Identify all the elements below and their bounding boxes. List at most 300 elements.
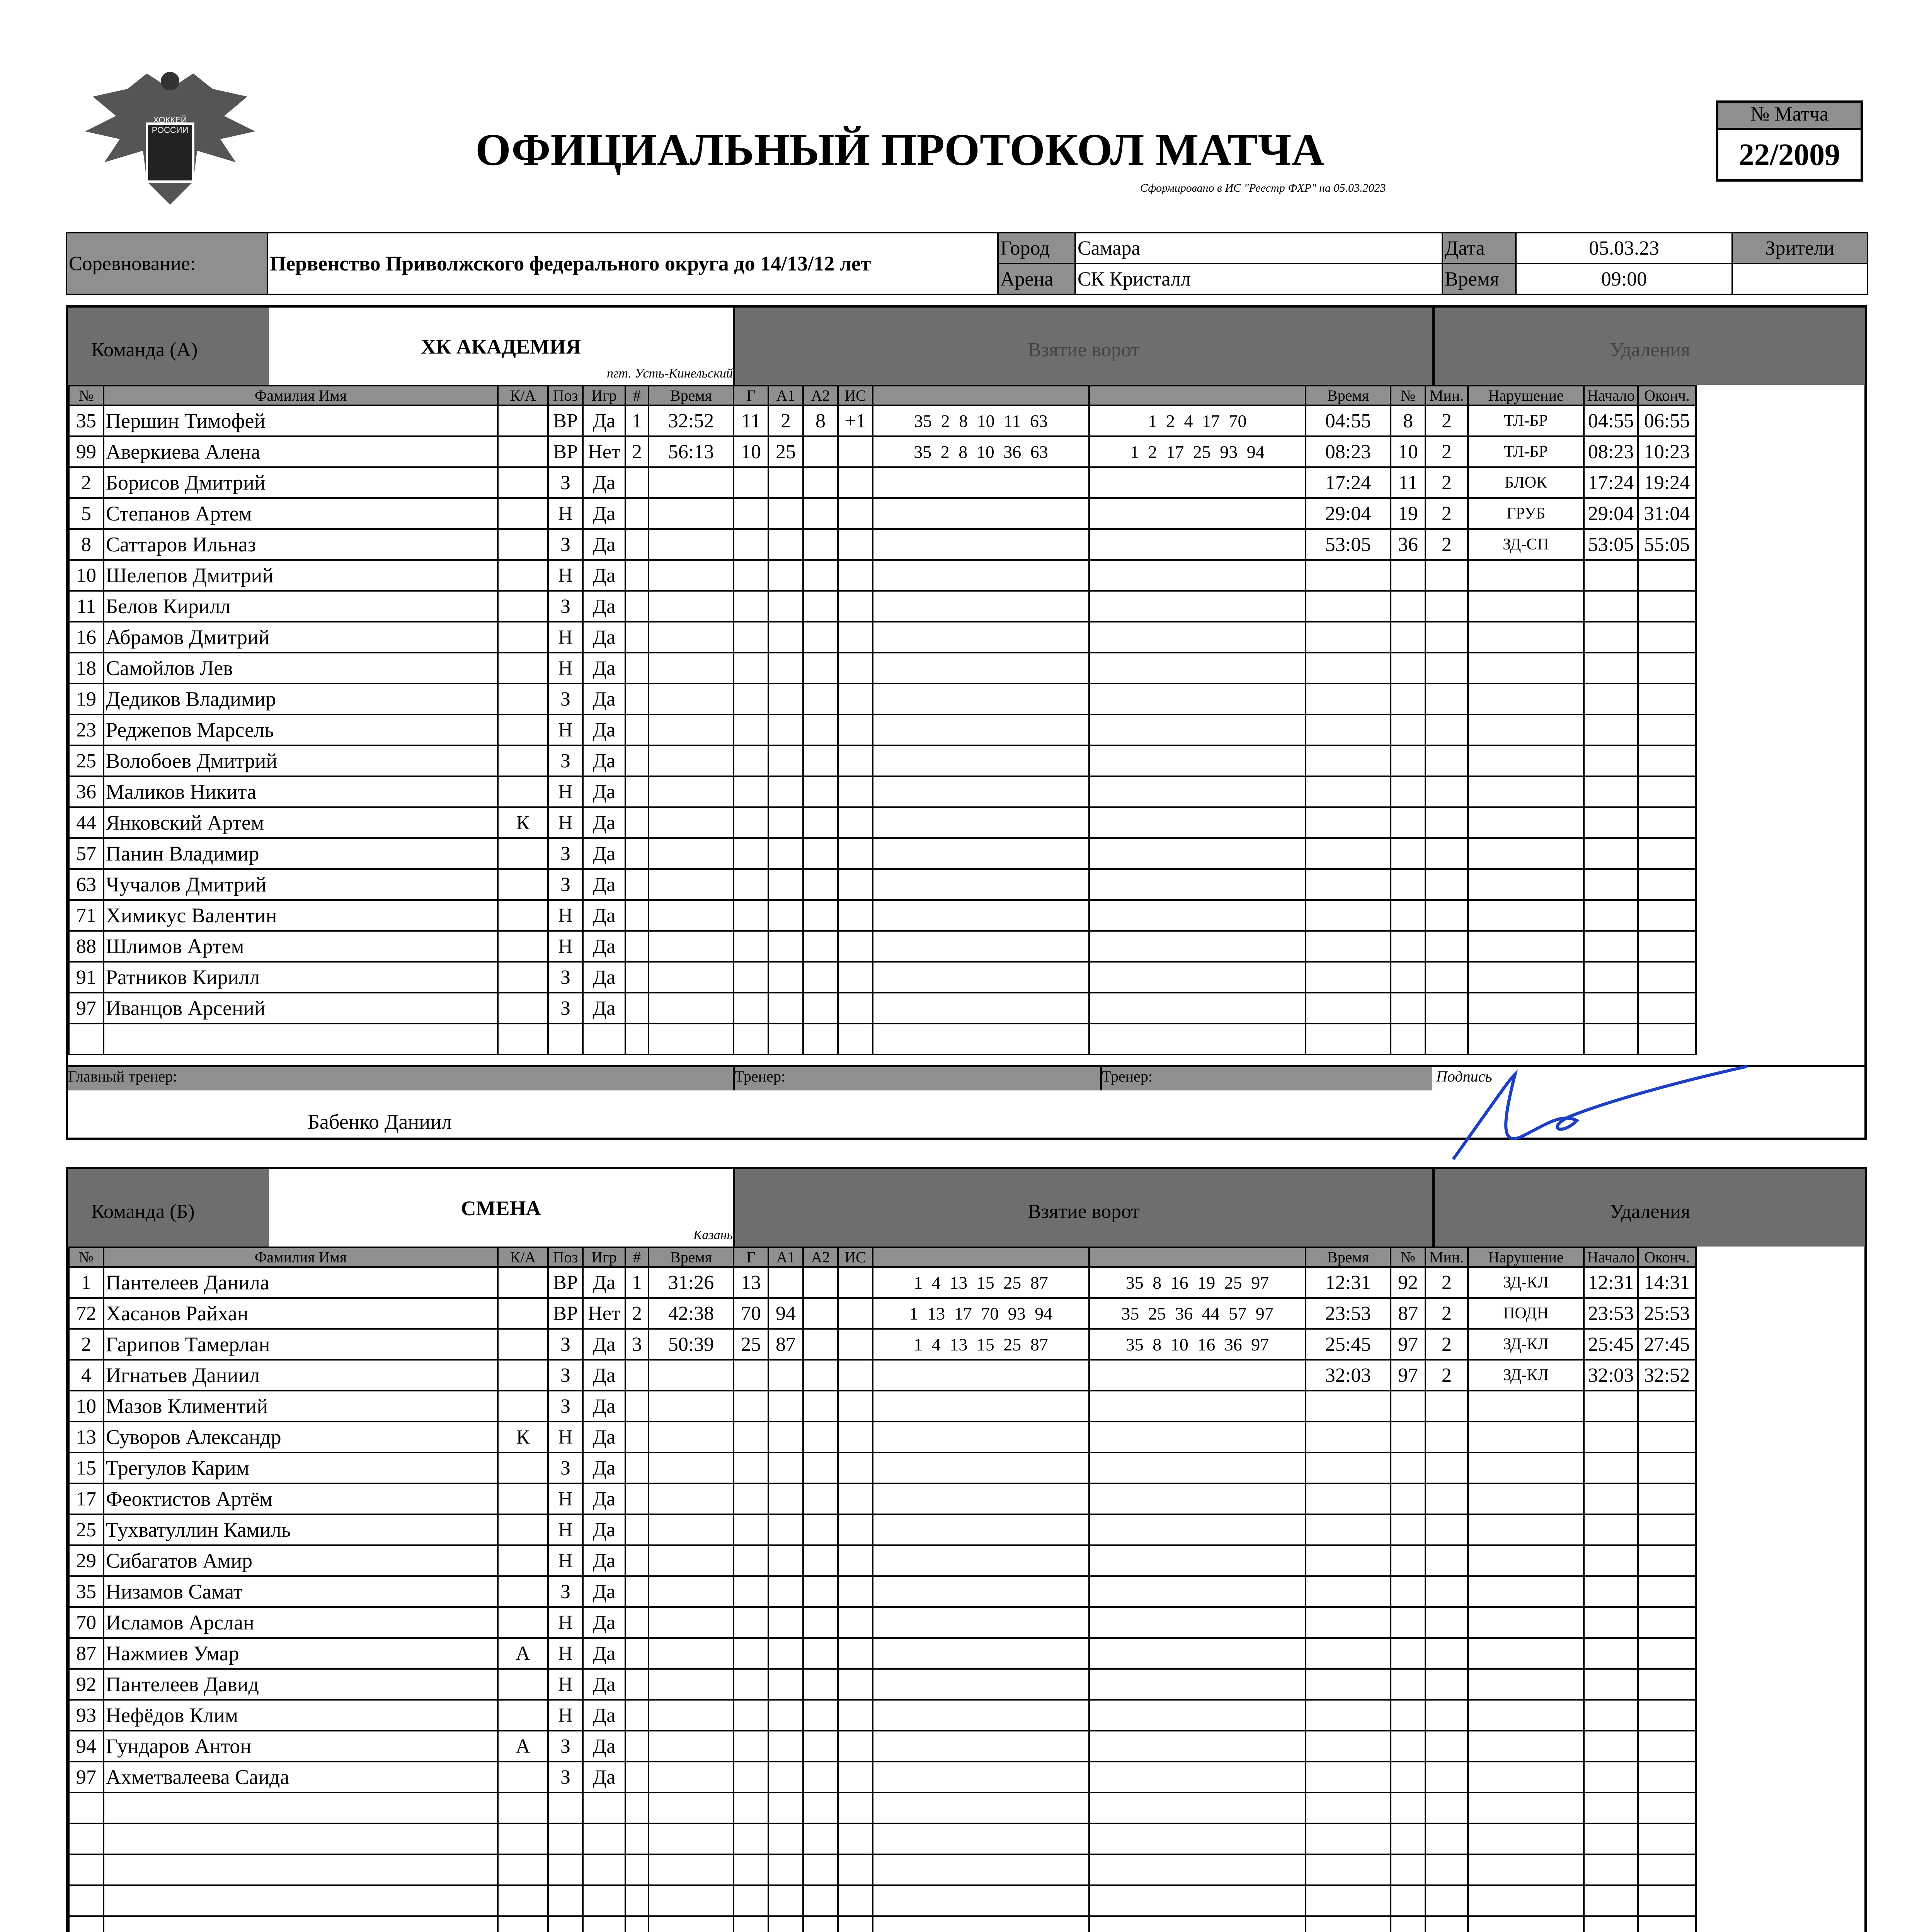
goal-assist2: [803, 714, 838, 745]
penalty-infraction: [1468, 1731, 1584, 1762]
team-b-label: Команда (Б): [91, 1201, 195, 1223]
player-role: [498, 1576, 548, 1607]
player-number: 44: [69, 807, 104, 838]
goal-onice-own: [873, 869, 1089, 900]
penalty-start: [1584, 622, 1638, 653]
player-played: Да: [583, 467, 625, 498]
penalty-end: 31:04: [1638, 498, 1696, 529]
penalty-end: [1638, 560, 1696, 591]
penalty-minutes: [1425, 1793, 1468, 1823]
player-number: 97: [69, 993, 104, 1024]
goal-number: [625, 745, 649, 776]
page-subtitle: Сформировано в ИС "Реестр ФХР" на 05.03.2023: [1140, 182, 1386, 194]
goal-situation: [838, 1360, 873, 1391]
player-number: 97: [69, 1762, 104, 1793]
player-position: З: [548, 1731, 583, 1762]
player-row: [69, 1483, 1696, 1514]
goal-assist2: [803, 1329, 838, 1360]
goal-time: 32:52: [649, 405, 734, 436]
city-label: Город: [998, 233, 1075, 264]
penalty-end: [1638, 1576, 1696, 1607]
penalty-start: [1584, 1885, 1638, 1916]
penalty-end: [1638, 962, 1696, 993]
penalty-start: [1584, 1700, 1638, 1731]
goal-onice-opp: 35 8 10 16 36 97: [1089, 1329, 1306, 1360]
player-role: [498, 1298, 548, 1329]
player-role: [498, 714, 548, 745]
player-played: Да: [583, 529, 625, 560]
penalty-infraction: [1468, 838, 1584, 869]
penalty-player: [1391, 962, 1425, 993]
player-row: [69, 1360, 1696, 1391]
player-role: [498, 1762, 548, 1793]
goal-onice-opp: [1089, 838, 1306, 869]
goal-number: [625, 1483, 649, 1514]
player-number: [69, 1916, 104, 1932]
goal-onice-opp: [1089, 529, 1306, 560]
col-header-ptime: Время: [1306, 1247, 1391, 1267]
goal-assist2: [803, 1360, 838, 1391]
goal-assist1: [768, 1700, 803, 1731]
penalty-end: [1638, 1762, 1696, 1793]
penalty-minutes: [1425, 1607, 1468, 1638]
penalty-end: [1638, 1607, 1696, 1638]
goal-time: [649, 931, 734, 962]
player-played: [583, 1823, 625, 1854]
goal-assist2: [803, 1793, 838, 1823]
goal-assist2: [803, 1483, 838, 1514]
penalty-start: 12:31: [1584, 1267, 1638, 1298]
goal-situation: [838, 1885, 873, 1916]
col-header-no: №: [69, 386, 104, 405]
penalty-start: [1584, 869, 1638, 900]
goal-assist2: [803, 1916, 838, 1932]
goal-situation: [838, 1576, 873, 1607]
penalty-minutes: 2: [1425, 529, 1468, 560]
penalty-time: 04:55: [1306, 405, 1391, 436]
penalty-start: [1584, 1823, 1638, 1854]
goal-number: 3: [625, 1329, 649, 1360]
goal-assist2: [803, 1298, 838, 1329]
player-row: [69, 745, 1696, 776]
player-played: Да: [583, 1762, 625, 1793]
penalty-minutes: [1425, 900, 1468, 931]
goal-situation: [838, 622, 873, 653]
player-position: З: [548, 1762, 583, 1793]
goal-onice-own: [873, 1823, 1089, 1854]
penalty-minutes: [1425, 1391, 1468, 1422]
player-position: З: [548, 467, 583, 498]
penalty-infraction: [1468, 560, 1584, 591]
competition-name: Первенство Приволжского федерального округа до 14/13/12 лет: [267, 233, 998, 294]
penalty-time: [1306, 745, 1391, 776]
goal-time: [649, 560, 734, 591]
goal-assist2: [803, 653, 838, 684]
team-b-name: СМЕНА: [461, 1197, 541, 1220]
penalty-minutes: [1425, 931, 1468, 962]
goal-onice-opp: [1089, 1024, 1306, 1054]
penalty-player: [1391, 1545, 1425, 1576]
player-row: [69, 714, 1696, 745]
penalty-infraction: [1468, 931, 1584, 962]
player-name: Хасанов Райхан: [104, 1298, 498, 1329]
penalty-start: [1584, 591, 1638, 622]
penalty-end: [1638, 776, 1696, 807]
goal-onice-own: [873, 1700, 1089, 1731]
player-name: Тухватуллин Камиль: [104, 1514, 498, 1545]
player-position: Н: [548, 1483, 583, 1514]
penalty-player: 92: [1391, 1267, 1425, 1298]
goal-scorer: [734, 776, 768, 807]
player-number: 35: [69, 1576, 104, 1607]
player-number: [69, 1793, 104, 1823]
team-b-pens-title: Удаления: [1609, 1201, 1691, 1223]
goal-onice-own: [873, 714, 1089, 745]
penalty-player: [1391, 776, 1425, 807]
player-row: [69, 560, 1696, 591]
col-header-pos: Поз: [548, 386, 583, 405]
goal-onice-opp: [1089, 931, 1306, 962]
player-position: ВР: [548, 436, 583, 467]
penalty-time: [1306, 684, 1391, 714]
date-label: Дата: [1442, 233, 1516, 264]
goal-onice-opp: [1089, 869, 1306, 900]
goal-assist1: [768, 714, 803, 745]
player-row: [69, 405, 1696, 436]
player-row: [69, 1267, 1696, 1298]
player-role: [498, 1329, 548, 1360]
goal-number: [625, 1823, 649, 1854]
player-played: Да: [583, 869, 625, 900]
penalty-infraction: ЗД-КЛ: [1468, 1329, 1584, 1360]
goal-scorer: 13: [734, 1267, 768, 1298]
player-played: Да: [583, 1669, 625, 1700]
player-position: З: [548, 684, 583, 714]
team-a-name-box: [269, 308, 733, 385]
goal-situation: [838, 1483, 873, 1514]
player-row: [69, 1298, 1696, 1329]
goal-situation: [838, 1267, 873, 1298]
penalty-player: [1391, 1391, 1425, 1422]
goal-number: [625, 869, 649, 900]
goal-situation: [838, 467, 873, 498]
player-played: Да: [583, 560, 625, 591]
player-row: [69, 838, 1696, 869]
player-row: [69, 1607, 1696, 1638]
penalty-time: 17:24: [1306, 467, 1391, 498]
player-number: [69, 1024, 104, 1054]
goal-assist2: [803, 1885, 838, 1916]
goal-assist1: [768, 1607, 803, 1638]
goal-onice-own: [873, 1391, 1089, 1422]
player-played: [583, 1024, 625, 1054]
goal-assist1: 2: [768, 405, 803, 436]
penalty-player: [1391, 900, 1425, 931]
goal-situation: [838, 1823, 873, 1854]
goal-situation: [838, 1916, 873, 1932]
player-number: [69, 1854, 104, 1885]
goal-assist1: [768, 653, 803, 684]
penalty-infraction: [1468, 591, 1584, 622]
player-name: Игнатьев Даниил: [104, 1360, 498, 1391]
penalty-player: 19: [1391, 498, 1425, 529]
penalty-player: [1391, 1576, 1425, 1607]
player-position: З: [548, 838, 583, 869]
player-row: [69, 684, 1696, 714]
player-name: Феоктистов Артём: [104, 1483, 498, 1514]
goal-onice-own: 35 2 8 10 36 63: [873, 436, 1089, 467]
goal-scorer: [734, 1823, 768, 1854]
penalty-player: [1391, 1638, 1425, 1669]
player-number: 4: [69, 1360, 104, 1391]
penalty-time: [1306, 1638, 1391, 1669]
player-row: [69, 1576, 1696, 1607]
player-position: ВР: [548, 1267, 583, 1298]
goal-time: [649, 1607, 734, 1638]
player-position: З: [548, 529, 583, 560]
goal-situation: [838, 1329, 873, 1360]
player-played: Да: [583, 1514, 625, 1545]
col-header-pnum: №: [1391, 1247, 1425, 1267]
player-role: [498, 745, 548, 776]
goal-situation: [838, 838, 873, 869]
player-position: [548, 1823, 583, 1854]
penalty-start: [1584, 1638, 1638, 1669]
goal-onice-own: [873, 900, 1089, 931]
team-a-city: пгт. Усть-Кинельский: [607, 366, 733, 381]
penalty-player: [1391, 622, 1425, 653]
goal-onice-opp: [1089, 900, 1306, 931]
penalty-end: [1638, 1669, 1696, 1700]
team-a-goals-title: Взятие ворот: [1027, 339, 1140, 361]
penalty-start: 32:03: [1584, 1360, 1638, 1391]
player-name: Аверкиева Алена: [104, 436, 498, 467]
team-b-header-left: [68, 1169, 269, 1247]
goal-assist2: [803, 1024, 838, 1054]
penalty-minutes: [1425, 993, 1468, 1024]
goal-time: 42:38: [649, 1298, 734, 1329]
player-position: З: [548, 993, 583, 1024]
goal-assist2: [803, 1607, 838, 1638]
player-name: Гарипов Тамерлан: [104, 1329, 498, 1360]
player-number: 2: [69, 467, 104, 498]
team-a-sign-label: Подпись: [1436, 1068, 1492, 1085]
player-name: Самойлов Лев: [104, 653, 498, 684]
player-played: Да: [583, 1360, 625, 1391]
player-played: Да: [583, 962, 625, 993]
player-name: Нажмиев Умар: [104, 1638, 498, 1669]
penalty-start: [1584, 1514, 1638, 1545]
penalty-end: [1638, 622, 1696, 653]
goal-scorer: [734, 1024, 768, 1054]
goal-number: [625, 714, 649, 745]
penalty-infraction: [1468, 900, 1584, 931]
penalty-end: [1638, 591, 1696, 622]
player-position: ВР: [548, 1298, 583, 1329]
goal-situation: [838, 653, 873, 684]
match-number-label: № Матча: [1718, 103, 1861, 130]
penalty-infraction: [1468, 776, 1584, 807]
player-played: Да: [583, 1731, 625, 1762]
goal-time: [649, 1514, 734, 1545]
goal-assist1: [768, 745, 803, 776]
goal-assist2: [803, 560, 838, 591]
player-role: [498, 1700, 548, 1731]
player-name: [104, 1854, 498, 1885]
player-played: Да: [583, 745, 625, 776]
player-name: Абрамов Дмитрий: [104, 622, 498, 653]
goal-number: [625, 1452, 649, 1483]
page-title: ОФИЦИАЛЬНЫЙ ПРОТОКОЛ МАТЧА: [475, 124, 1325, 175]
goal-time: [649, 1391, 734, 1422]
penalty-time: [1306, 560, 1391, 591]
goal-situation: [838, 1638, 873, 1669]
goal-onice-opp: [1089, 622, 1306, 653]
player-row: [69, 1762, 1696, 1793]
player-role: [498, 1669, 548, 1700]
goal-onice-own: [873, 467, 1089, 498]
penalty-infraction: ТЛ-БР: [1468, 405, 1584, 436]
penalty-infraction: [1468, 1854, 1584, 1885]
col-header-name: Фамилия Имя: [104, 386, 498, 405]
penalty-time: 23:53: [1306, 1298, 1391, 1329]
goal-time: [649, 653, 734, 684]
goal-onice-opp: [1089, 1885, 1306, 1916]
goal-number: [625, 1024, 649, 1054]
team-b-goals-header: [733, 1169, 1432, 1247]
info-table: [66, 232, 1868, 295]
penalty-end: [1638, 993, 1696, 1024]
penalty-infraction: ЗД-КЛ: [1468, 1267, 1584, 1298]
penalty-player: [1391, 807, 1425, 838]
goal-time: 50:39: [649, 1329, 734, 1360]
goal-time: [649, 869, 734, 900]
player-number: 17: [69, 1483, 104, 1514]
col-header-pmin: Мин.: [1425, 386, 1468, 405]
penalty-player: [1391, 1422, 1425, 1452]
match-number: 22/2009: [1738, 138, 1840, 172]
penalty-minutes: 2: [1425, 436, 1468, 467]
player-row: [69, 962, 1696, 993]
penalty-time: 32:03: [1306, 1360, 1391, 1391]
goal-assist1: [768, 498, 803, 529]
goal-onice-own: [873, 622, 1089, 653]
col-header-is: ИС: [838, 1247, 873, 1267]
penalty-minutes: [1425, 1916, 1468, 1932]
penalty-minutes: 2: [1425, 1329, 1468, 1360]
player-row: [69, 467, 1696, 498]
player-role: К: [498, 1422, 548, 1452]
goal-situation: [838, 900, 873, 931]
player-number: 36: [69, 776, 104, 807]
player-played: Да: [583, 1576, 625, 1607]
goal-time: [649, 1700, 734, 1731]
penalty-start: [1584, 714, 1638, 745]
penalty-time: [1306, 1731, 1391, 1762]
team-a-pens-header: [1432, 308, 1865, 385]
goal-assist2: [803, 1267, 838, 1298]
player-name: Маликов Никита: [104, 776, 498, 807]
player-position: Н: [548, 1545, 583, 1576]
goal-number: [625, 1669, 649, 1700]
player-role: [498, 498, 548, 529]
goal-onice-opp: [1089, 498, 1306, 529]
penalty-minutes: [1425, 1885, 1468, 1916]
team-a-header-left: [68, 308, 269, 385]
player-name: Першин Тимофей: [104, 405, 498, 436]
goal-time: [649, 498, 734, 529]
penalty-infraction: [1468, 714, 1584, 745]
goal-number: [625, 684, 649, 714]
goal-situation: [838, 1422, 873, 1452]
goal-time: [649, 1762, 734, 1793]
penalty-start: 23:53: [1584, 1298, 1638, 1329]
goal-time: [649, 1483, 734, 1514]
player-number: 8: [69, 529, 104, 560]
player-name: Панин Владимир: [104, 838, 498, 869]
player-name: Пантелеев Давид: [104, 1669, 498, 1700]
penalty-minutes: [1425, 962, 1468, 993]
penalty-infraction: [1468, 1823, 1584, 1854]
goal-scorer: [734, 1483, 768, 1514]
penalty-end: [1638, 1545, 1696, 1576]
player-role: [498, 1514, 548, 1545]
player-row: [69, 591, 1696, 622]
player-row: [69, 1916, 1696, 1932]
goal-onice-own: [873, 1024, 1089, 1054]
goal-scorer: [734, 467, 768, 498]
player-position: [548, 1916, 583, 1932]
penalty-end: [1638, 1793, 1696, 1823]
player-played: Да: [583, 622, 625, 653]
player-name: Низамов Самат: [104, 1576, 498, 1607]
goal-onice-own: [873, 653, 1089, 684]
goal-assist1: [768, 1576, 803, 1607]
penalty-end: [1638, 1854, 1696, 1885]
arena-label: Арена: [998, 264, 1075, 294]
goal-assist1: [768, 1422, 803, 1452]
goal-onice-own: [873, 807, 1089, 838]
goal-number: [625, 1545, 649, 1576]
penalty-player: [1391, 869, 1425, 900]
goal-onice-opp: [1089, 1731, 1306, 1762]
penalty-end: 25:53: [1638, 1298, 1696, 1329]
goal-onice-own: 1 4 13 15 25 87: [873, 1267, 1089, 1298]
goal-number: [625, 900, 649, 931]
player-position: З: [548, 591, 583, 622]
goal-number: [625, 560, 649, 591]
goal-number: [625, 1360, 649, 1391]
goal-onice-opp: [1089, 1607, 1306, 1638]
goal-time: [649, 1916, 734, 1932]
player-name: Янковский Артем: [104, 807, 498, 838]
goal-scorer: [734, 1700, 768, 1731]
goal-scorer: [734, 962, 768, 993]
penalty-minutes: [1425, 622, 1468, 653]
penalty-end: [1638, 1700, 1696, 1731]
goal-scorer: [734, 684, 768, 714]
player-name: [104, 1793, 498, 1823]
coach-b-signature: [1604, 1928, 1731, 1932]
goal-assist1: [768, 1391, 803, 1422]
goal-situation: [838, 1024, 873, 1054]
player-name: Пантелеев Данила: [104, 1267, 498, 1298]
goal-scorer: [734, 1762, 768, 1793]
goal-situation: [838, 591, 873, 622]
penalty-time: [1306, 1885, 1391, 1916]
player-name: Шелепов Дмитрий: [104, 560, 498, 591]
penalty-player: 11: [1391, 467, 1425, 498]
